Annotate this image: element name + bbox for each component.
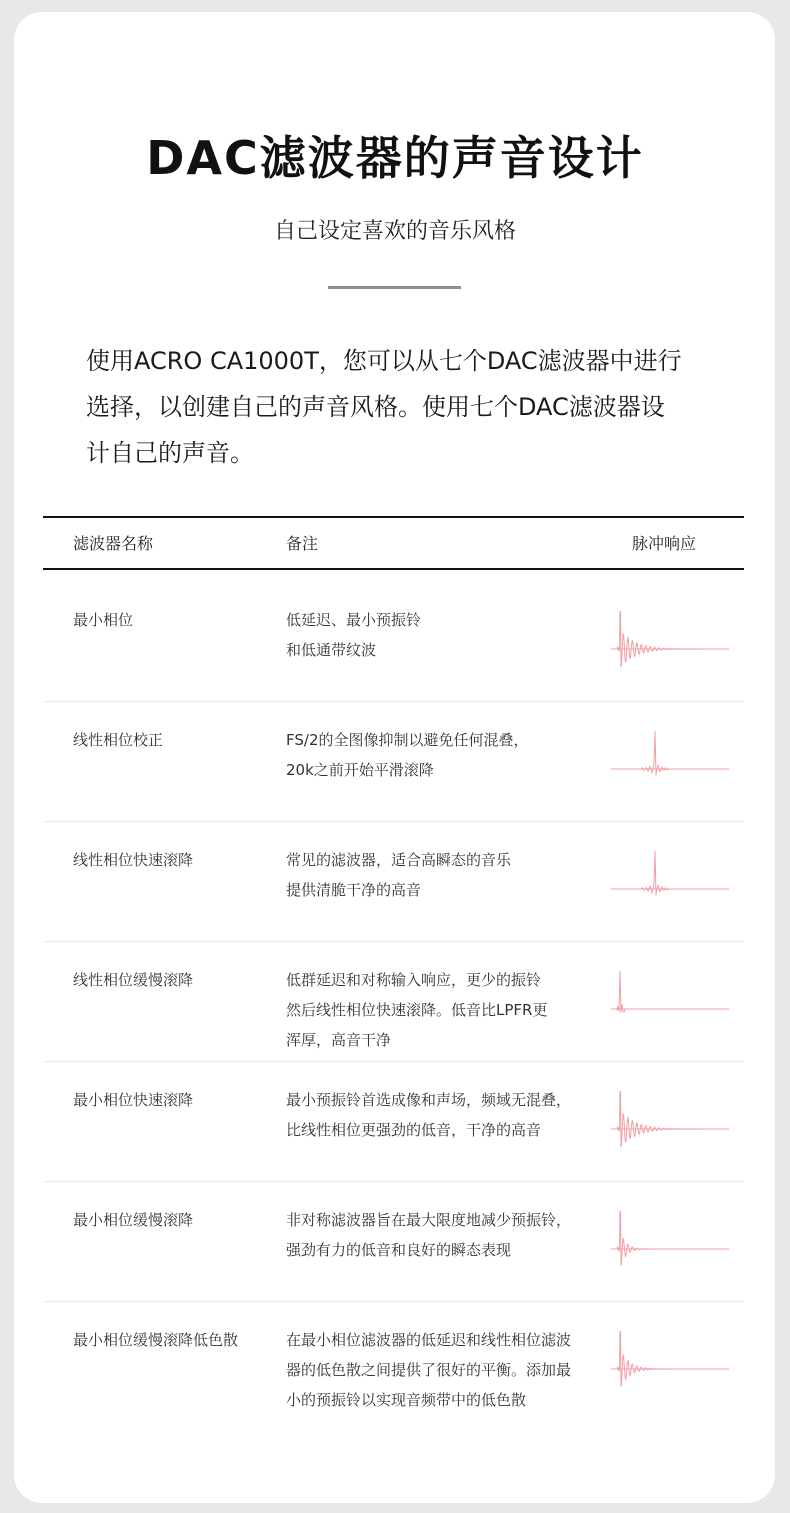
- filter-note-line: 低群延迟和对称输入响应，更少的振铃: [286, 971, 542, 989]
- filter-note: [286, 725, 594, 785]
- table-top-rule: [43, 516, 744, 518]
- filter-note-line: 低延迟、最小预振铃: [286, 611, 422, 629]
- filter-name: 最小相位快速滚降: [73, 1091, 194, 1109]
- filter-note-line: 常见的滤波器，适合高瞬态的音乐: [286, 851, 512, 869]
- row-divider: [43, 701, 744, 702]
- impulse-waveform: [611, 1211, 729, 1266]
- impulse-response-graph: [611, 851, 729, 911]
- impulse-waveform: [611, 1331, 729, 1387]
- intro-paragraph: [86, 338, 726, 476]
- page-title: DAC滤波器的声音设计: [146, 131, 644, 185]
- filter-note-line: 比线性相位更强劲的低音，干净的高音: [286, 1121, 542, 1139]
- row-divider: [43, 941, 744, 942]
- impulse-response-graph: [611, 1331, 729, 1391]
- header-note: 备注: [286, 534, 319, 553]
- filter-name: 线性相位快速滚降: [73, 851, 194, 869]
- impulse-response-graph: [611, 731, 729, 791]
- row-divider: [43, 1061, 744, 1062]
- impulse-waveform: [611, 1091, 729, 1147]
- intro-line: 使用ACRO CA1000T，您可以从七个DAC滤波器中进行: [86, 347, 682, 375]
- impulse-response-graph: [611, 1211, 729, 1271]
- header-filter-name: 滤波器名称: [73, 534, 154, 553]
- impulse-response-graph: [611, 971, 729, 1031]
- filter-name: 线性相位缓慢滚降: [73, 971, 194, 989]
- page-subtitle: 自己设定喜欢的音乐风格: [273, 219, 516, 244]
- impulse-waveform: [611, 971, 729, 1013]
- row-divider: [43, 1181, 744, 1182]
- impulse-response-graph: [611, 611, 729, 671]
- impulse-waveform: [611, 731, 729, 775]
- filter-note-line: 非对称滤波器旨在最大限度地减少预振铃，: [286, 1211, 572, 1229]
- filter-note-line: 最小预振铃首选成像和声场，频域无混叠，: [286, 1091, 572, 1109]
- filter-note-line: 然后线性相位快速滚降。低音比LPFR更: [286, 1001, 548, 1019]
- filter-note-line: 器的低色散之间提供了很好的平衡。添加最: [286, 1361, 572, 1379]
- filter-note: [286, 845, 594, 905]
- filter-name: 线性相位校正: [73, 731, 164, 749]
- intro-line: 计自己的声音。: [86, 439, 254, 467]
- title-divider: [328, 286, 461, 289]
- table-header-rule: [43, 568, 744, 570]
- impulse-response-graph: [611, 1091, 729, 1151]
- row-divider: [43, 1301, 744, 1302]
- filter-note-line: 提供清脆干净的高音: [286, 881, 422, 899]
- row-divider: [43, 821, 744, 822]
- filter-note-line: 浑厚，高音干净: [286, 1031, 392, 1049]
- header-impulse-response: 脉冲响应: [632, 534, 697, 553]
- impulse-waveform: [611, 611, 729, 667]
- filter-note: [286, 1085, 594, 1145]
- filter-note: [286, 1205, 594, 1265]
- filter-note-line: 20k之前开始平滑滚降: [286, 761, 434, 779]
- filter-note-line: 在最小相位滤波器的低延迟和线性相位滤波: [286, 1331, 572, 1349]
- filter-note: [286, 965, 594, 1055]
- filter-name: 最小相位缓慢滚降低色散: [73, 1331, 239, 1349]
- filter-name: 最小相位缓慢滚降: [73, 1211, 194, 1229]
- filter-note-line: 强劲有力的低音和良好的瞬态表现: [286, 1241, 512, 1259]
- filter-note-line: FS/2的全图像抑制以避免任何混叠，: [286, 731, 529, 749]
- filter-name: 最小相位: [73, 611, 134, 629]
- filter-note: [286, 605, 594, 665]
- filter-note-line: 和低通带纹波: [286, 641, 377, 659]
- intro-line: 选择，以创建自己的声音风格。使用七个DAC滤波器设: [86, 393, 665, 421]
- filter-note-line: 小的预振铃以实现音频带中的低色散: [286, 1391, 527, 1409]
- filter-note: [286, 1325, 594, 1415]
- impulse-waveform: [611, 851, 729, 895]
